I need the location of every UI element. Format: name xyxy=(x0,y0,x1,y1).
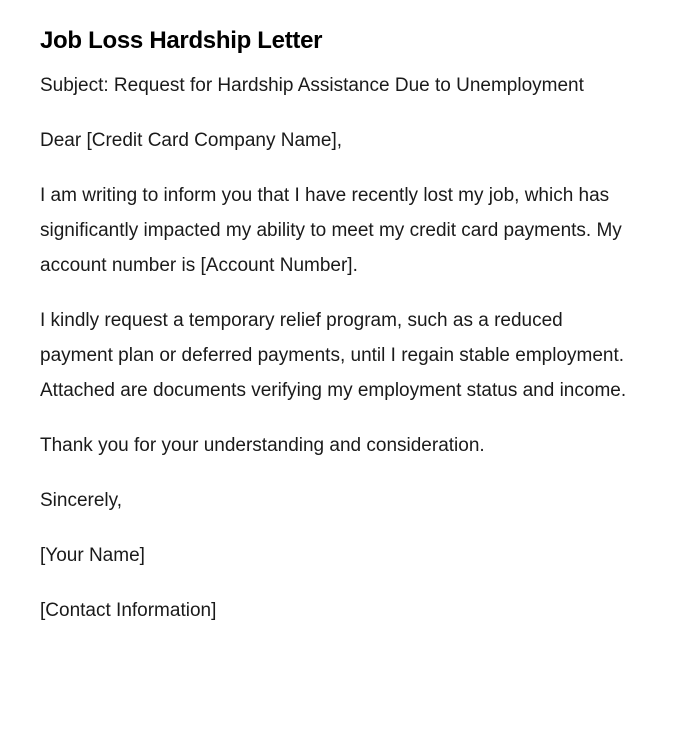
body-paragraph-thanks: Thank you for your understanding and consideration. xyxy=(40,435,485,456)
signature-name: [Your Name] xyxy=(40,545,145,566)
salutation: Dear [Credit Card Company Name], xyxy=(40,130,342,151)
closing: Sincerely, xyxy=(40,490,123,511)
body-paragraph-situation: I am writing to inform you that I have recently lost my job, which has significantly impacted my ability to meet my credit card payments. My account number is [Account Number]. xyxy=(40,185,622,276)
signature-contact: [Contact Information] xyxy=(40,600,217,621)
document-title: Job Loss Hardship Letter xyxy=(40,27,323,54)
body-paragraph-request: I kindly request a temporary relief program, such as a reduced payment plan or deferred payments, until I regain stable employment. Attached are documents verifying my employment status and income. xyxy=(40,310,627,401)
subject-line: Subject: Request for Hardship Assistance Due to Unemployment xyxy=(40,75,584,96)
